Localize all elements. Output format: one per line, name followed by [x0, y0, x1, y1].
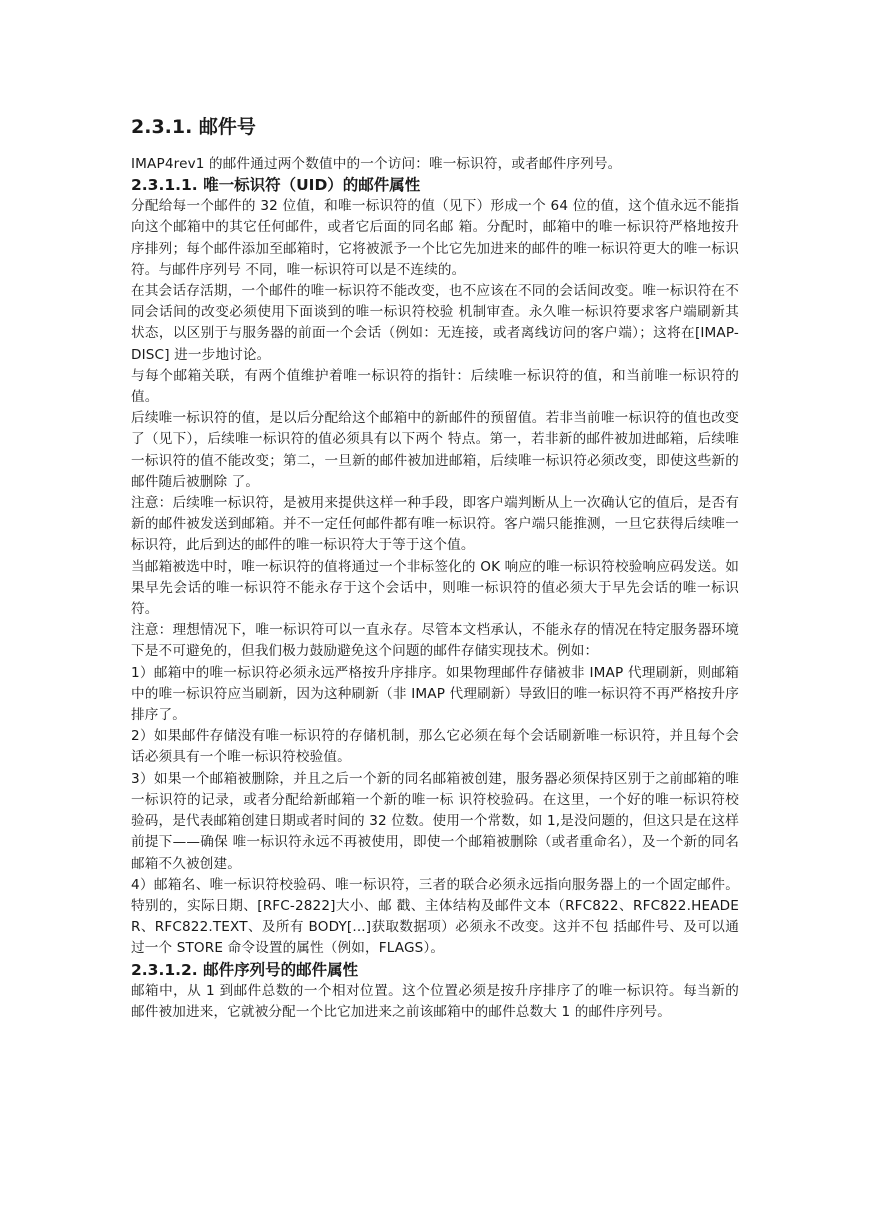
document-page — [131, 114, 739, 1023]
uid-list-item-4: 4）邮箱名、唯一标识符校验码、唯一标识符，三者的联合必须永远指向服务器上的一个固定邮件。特别的，实际日期、[RFC-2822]大小、邮 戳、主体结构及邮件文本（RFC822、RFC822.HEADER、RFC822.TEXT、及所有 BODY[...]获取数据项）必须永不改变。这并不包 括邮件号、及可以通过一个 STORE 命令设置的属性（例如，FLAGS）。 — [131, 876, 739, 957]
uid-note-ideal-paragraph: 注意：理想情况下，唯一标识符可以一直永存。尽管本文档承认，不能永存的情况在特定服务器环境下是不可避免的，但我们极力鼓励避免这个问题的邮件存储实现技术。例如： — [131, 622, 739, 660]
uid-list-item-3: 3）如果一个邮箱被删除，并且之后一个新的同名邮箱被创建，服务器必须保持区别于之前邮箱的唯一标识符的记录，或者分配给新邮箱一个新的唯一标 识符校验码。在这里，一个好的唯一标识符校验码，是代表邮箱创建日期或者时间的 32 位数。使用一个常数，如 1,是没问题的，但这只是在这样前提下——确保 唯一标识符永远不再被使用，即使一个邮箱被删除（或者重命名），及一个新的同名邮箱不久被创建。 — [131, 770, 739, 872]
intro-paragraph: IMAP4rev1 的邮件通过两个数值中的一个访问：唯一标识符，或者邮件序列号。 — [131, 156, 622, 172]
uid-list-item-2: 2）如果邮件存储没有唯一标识符的存储机制，那么它必须在每个会话刷新唯一标识符，并且每个会话必须具有一个唯一标识符校验值。 — [131, 728, 739, 766]
section-heading: 2.3.1. 邮件号 — [131, 116, 256, 138]
uid-paragraph-3: 与每个邮箱关联，有两个值维护着唯一标识符的指针：后续唯一标识符的值，和当前唯一标识符的值。 — [131, 367, 739, 406]
uid-paragraph-1: 分配给每一个邮件的 32 位值，和唯一标识符的值（见下）形成一个 64 位的值，这个值永远不能指向这个邮箱中的其它任何邮件，或者它后面的同名邮 箱。分配时，邮箱中的唯一标识符严格地按升序排列；每个邮件添加至邮箱时，它将被派予一个比它先加进来的邮件的唯一标识符更大的唯一标识符。与邮件序列号 不同，唯一标识符可以是不连续的。 — [131, 198, 739, 278]
uid-list-item-1: 1）邮箱中的唯一标识符必须永远严格按升序排序。如果物理邮件存储被非 IMAP 代理刷新，则邮箱中的唯一标识符应当刷新，因为这种刷新（非 IMAP 代理刷新）导致旧的唯一标识符不再严格按升序排序了。 — [131, 664, 739, 724]
uid-paragraph-4: 后续唯一标识符的值，是以后分配给这个邮箱中的新邮件的预留值。若非当前唯一标识符的值也改变了（见下），后续唯一标识符的值必须具有以下两个 特点。第一，若非新的邮件被加进邮箱，后续唯一标识符的值不能改变；第二，一旦新的邮件被加进邮箱，后续唯一标识符必须改变，即使这些新的邮件随后被删除 了。 — [131, 410, 739, 490]
uid-paragraph-6: 当邮箱被选中时，唯一标识符的值将通过一个非标签化的 OK 响应的唯一标识符校验响应码发送。如果早先会话的唯一标识符不能永存于这个会话中，则唯一标识符的值必须大于早先会话的唯一标识符。 — [131, 558, 739, 618]
seq-paragraph-1: 邮箱中，从 1 到邮件总数的一个相对位置。这个位置必须是按升序排序了的唯一标识符。每当新的邮件被加进来，它就被分配一个比它加进来之前该邮箱中的邮件总数大 1 的邮件序列号。 — [131, 982, 739, 1020]
uid-note-paragraph: 注意：后续唯一标识符，是被用来提供这样一种手段，即客户端判断从上一次确认它的值后，是否有新的邮件被发送到邮箱。并不一定任何邮件都有唯一标识符。客户端只能推测，一旦它获得后续唯一标识符，此后到达的邮件的唯一标识符大于等于这个值。 — [131, 495, 739, 554]
uid-subheading: 2.3.1.1. 唯一标识符（UID）的邮件属性 — [131, 176, 421, 195]
seq-subheading: 2.3.1.2. 邮件序列号的邮件属性 — [131, 960, 359, 979]
uid-paragraph-2: 在其会话存活期，一个邮件的唯一标识符不能改变，也不应该在不同的会话间改变。唯一标识符在不同会话间的改变必须使用下面谈到的唯一标识符校验 机制审查。永久唯一标识符要求客户端刷新其状态，以区别于与服务器的前面一个会话（例如：无连接，或者离线访问的客户端）；这将在[IMAP-DISC] 进一步地讨论。 — [131, 283, 739, 363]
